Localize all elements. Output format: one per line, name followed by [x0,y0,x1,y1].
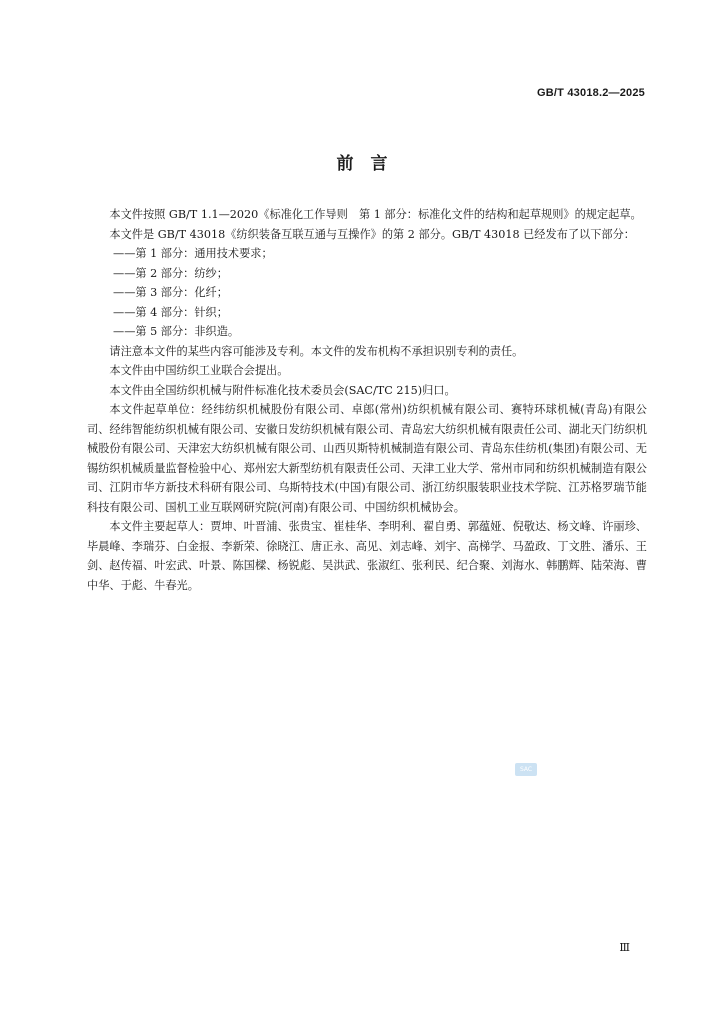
list-item-part-1: ——第 1 部分：通用技术要求； [113,247,273,260]
paragraph-patent-notice: 请注意本文件的某些内容可能涉及专利。本文件的发布机构不承担识别专利的责任。 [109,344,524,358]
list-item-part-5: ——第 5 部分：非织造。 [113,325,240,338]
list-item-part-3: ——第 3 部分：化纤； [113,286,228,299]
standard-number: GB/T 43018.2—2025 [537,87,645,99]
paragraph-proposed-by: 本文件由中国纺织工业联合会提出。 [109,364,289,377]
paragraph-drafting-organizations: 本文件起草单位：经纬纺织机械股份有限公司、卓郎(常州)纺织机械有限公司、赛特环球机械(青岛)有限公司、经纬智能纺织机械有限公司、安徽日发纺织机械有限公司、青岛宏大纺织机械有限责任公司、湖北天门纺织机械股份有限公司、天津宏大纺织机械有限公司、山西贝斯特机械制造有限公司、青岛东佳纺机(集团)有限公司、无锡纺织机械质量监督检验中心、郑州宏大新型纺机有限责任公司、天津工业大学、常州市同和纺织机械制造有限公司、江阴市华方新技术科研有限公司、乌斯特技术(中国)有限公司、浙江纺织服装职业技术学院、江苏格罗瑞节能科技有限公司、国机工业互联网研究院(河南)有限公司、中国纺织机械协会。 [87,403,647,514]
foreword-body [87,205,647,595]
sac-watermark-logo: SAC [515,763,537,776]
paragraph-administered-by: 本文件由全国纺织机械与附件标准化技术委员会(SAC/TC 215)归口。 [109,383,456,397]
list-item-part-4: ——第 4 部分：针织； [113,305,228,319]
list-item-part-2: ——第 2 部分：纺纱； [113,266,228,280]
paragraph-series-intro: 本文件是 GB/T 43018《纺织装备互联互通与互操作》的第 2 部分。GB/T 43018 已经发布了以下部分： [109,227,635,241]
paragraph-drafters: 本文件主要起草人：贾坤、叶晋浦、张贵宝、崔桂华、李明利、翟自勇、郭蕴娅、倪敬达、杨文峰、许丽珍、毕晨峰、李瑞芬、白金报、李新荣、徐晓江、唐正永、高见、刘志峰、刘宇、高梯学、马盈政、丁文胜、潘乐、王剑、赵传福、叶宏武、叶景、陈国樑、杨锐彪、吴洪武、张淑红、张利民、纪合聚、刘海水、韩鹏辉、陆荣海、曹中华、于彪、牛春光。 [87,520,647,592]
paragraph-drafting-rules: 本文件按照 GB/T 1.1—2020《标准化工作导则 第 1 部分：标准化文件的结构和起草规则》的规定起草。 [109,208,642,221]
page-number: Ⅲ [619,941,630,954]
page-title: 前 言 [336,154,388,174]
